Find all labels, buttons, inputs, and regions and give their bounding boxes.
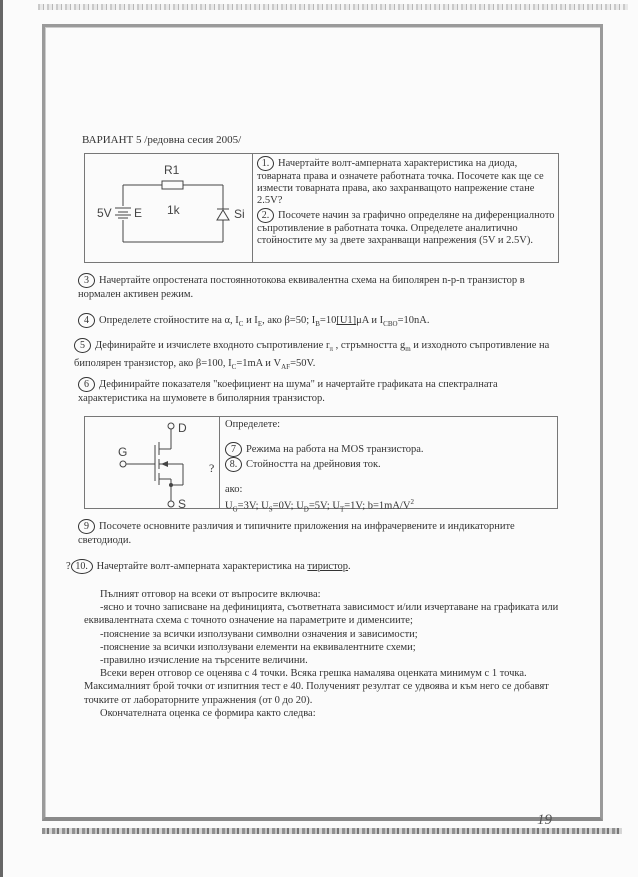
sub: S [268, 505, 273, 514]
question-number: 1. [257, 156, 274, 171]
diode-label: Si [234, 207, 245, 221]
sub: C [238, 320, 244, 328]
question-text: Режима на работа на MOS транзистора. [246, 443, 424, 455]
question-box-mos [84, 416, 558, 514]
grading-line: -пояснение за всички използувани символни означения и зависимости; [100, 628, 418, 640]
questions-1-2 [257, 156, 555, 247]
scan-noise-top [38, 4, 628, 10]
sub: D [303, 505, 309, 514]
text: тиристор [307, 560, 349, 572]
text: Дефинирайте и изчислете входното съпротивление r [95, 339, 330, 351]
conditions-label: ако: [225, 483, 243, 495]
drain-label: D [178, 421, 187, 435]
question-text: Стойността на дрейновия ток. [246, 458, 381, 470]
diode-circuit [85, 154, 253, 262]
text: , ако β=50; I [262, 314, 316, 326]
question-10 [66, 559, 560, 574]
diode-circuit-diagram [85, 154, 252, 262]
sub: AF [281, 362, 291, 371]
gate-label: G [118, 445, 128, 459]
drain-terminal [168, 423, 174, 429]
arrow [161, 461, 168, 467]
junction [169, 483, 173, 487]
question-1 [257, 156, 555, 208]
source-label: E [134, 206, 143, 220]
text: =10nA. [397, 314, 430, 326]
sub: CBO [383, 320, 398, 328]
question-6 [78, 377, 560, 406]
text: , стръмността g [333, 339, 406, 351]
grading-line: Пълният отговор на всеки от въпросите включва: [100, 589, 321, 600]
question-9 [78, 519, 560, 548]
gate-terminal [120, 461, 126, 467]
text: . [348, 560, 351, 572]
sup: 2 [410, 498, 414, 506]
grading-instructions [84, 588, 562, 720]
sub: C [231, 362, 237, 371]
question-number: 7 [225, 442, 242, 457]
question-number: 9 [78, 519, 95, 534]
text: =5V; U [308, 500, 340, 512]
question-number: 5 [74, 338, 91, 353]
resistor-label: R1 [164, 163, 180, 177]
sub: B [315, 320, 320, 328]
question-number: 8. [225, 457, 242, 472]
question-number: 6 [78, 377, 95, 392]
mos-transistor-diagram [85, 417, 219, 508]
question-text: Посочете начин за графично определяне на диференциалното съпротивление в работната точка. Определете аналитично стойностите му за двете захранващи напрежения (5V и 2.5V). [257, 209, 555, 246]
field-marker: [U1] [336, 314, 357, 326]
text: и изходното съпротивление на биполярен транзистор, ако β=100, I [74, 339, 550, 369]
question-number: 4 [78, 313, 95, 328]
sub: G [232, 505, 238, 514]
grading-line: Всеки верен отговор се оценява с 4 точки. Всяка грешка намалява оценката минимум с 1 точка. Максималният брой точки от изпитния тест е 40. Полученият резултат се удвоява и към него се добавят точките от лабораторните упражнения (от 0 до 20). [84, 668, 549, 706]
question-text: Начертайте волт-амперната характеристика на диода, товарната права и означете работната точка. Посочете как ще се измести товарната права, ако захранващото напрежение стане 2.5V? [257, 157, 544, 207]
grading-line: -ясно и точно записване на дефиницията, съответната зависимост и/или изчертаване на графиката или еквивалентната схема с точното означение на параметрите и дименсиите; [84, 602, 559, 627]
text: μA и I [356, 314, 384, 326]
question-number: 2. [257, 208, 274, 223]
diode-triangle [217, 210, 229, 220]
question-number: 3 [78, 273, 95, 288]
question-8 [225, 457, 555, 472]
mos-questions [225, 419, 555, 516]
text: =10 [319, 314, 337, 326]
question-mark: ? [66, 560, 71, 572]
question-text: Посочете основните различия и типичните приложения на инфрачервените и индикаторните светодиоди. [78, 520, 515, 546]
sub: π [329, 345, 333, 353]
source-value: 5V [97, 206, 112, 220]
mos-circuit [85, 417, 220, 508]
text: =0V; U [272, 500, 304, 512]
text: U [225, 500, 233, 512]
question-3 [78, 273, 560, 302]
text: =1mA и V [236, 357, 282, 369]
mos-heading: Определете: [225, 419, 281, 430]
text: Начертайте волт-амперната характеристика на [96, 560, 308, 572]
text: =1V; b=1mA/V [344, 500, 411, 512]
question-4 [78, 313, 560, 332]
text: =50V. [290, 357, 316, 369]
text: Определете стойностите на α, I [99, 314, 239, 326]
page-number: 19 [537, 812, 552, 828]
text: и I [243, 314, 258, 326]
sub: E [257, 320, 263, 328]
conditions [225, 496, 555, 516]
text: =3V; U [237, 500, 269, 512]
sub: m [405, 345, 411, 353]
resistor-symbol [162, 181, 183, 189]
exam-variant-title: ВАРИАНТ 5 /редовна сесия 2005/ [82, 134, 242, 146]
grading-line: -пояснение за всички използувани елементи на еквивалентните схеми; [100, 641, 416, 653]
scan-edge [0, 0, 3, 877]
resistor-value: 1k [167, 203, 180, 217]
question-number: 10. [71, 559, 93, 574]
source-label: S [178, 497, 187, 508]
question-text: Начертайте опростената постояннотокова еквивалентна схема на биполярен n-p-n транзистор в нормален активен режим. [78, 274, 525, 300]
scan-noise-bottom [42, 828, 622, 834]
question-2 [257, 208, 555, 247]
grading-line: -правилно изчисление на търсените величини. [100, 655, 308, 667]
sub: T [339, 505, 345, 514]
question-mark: ? [209, 461, 215, 475]
source-terminal [168, 501, 174, 507]
grading-line: Окончателната оценка се формира както следва: [100, 707, 316, 719]
question-7 [225, 442, 555, 457]
question-box-diode [84, 153, 559, 263]
question-text: Дефинирайте показателя "коефициент на шума" и начертайте графиката на спектралната характеристика на шумовете в биполярния транзистор. [78, 378, 498, 404]
question-5 [74, 338, 560, 374]
